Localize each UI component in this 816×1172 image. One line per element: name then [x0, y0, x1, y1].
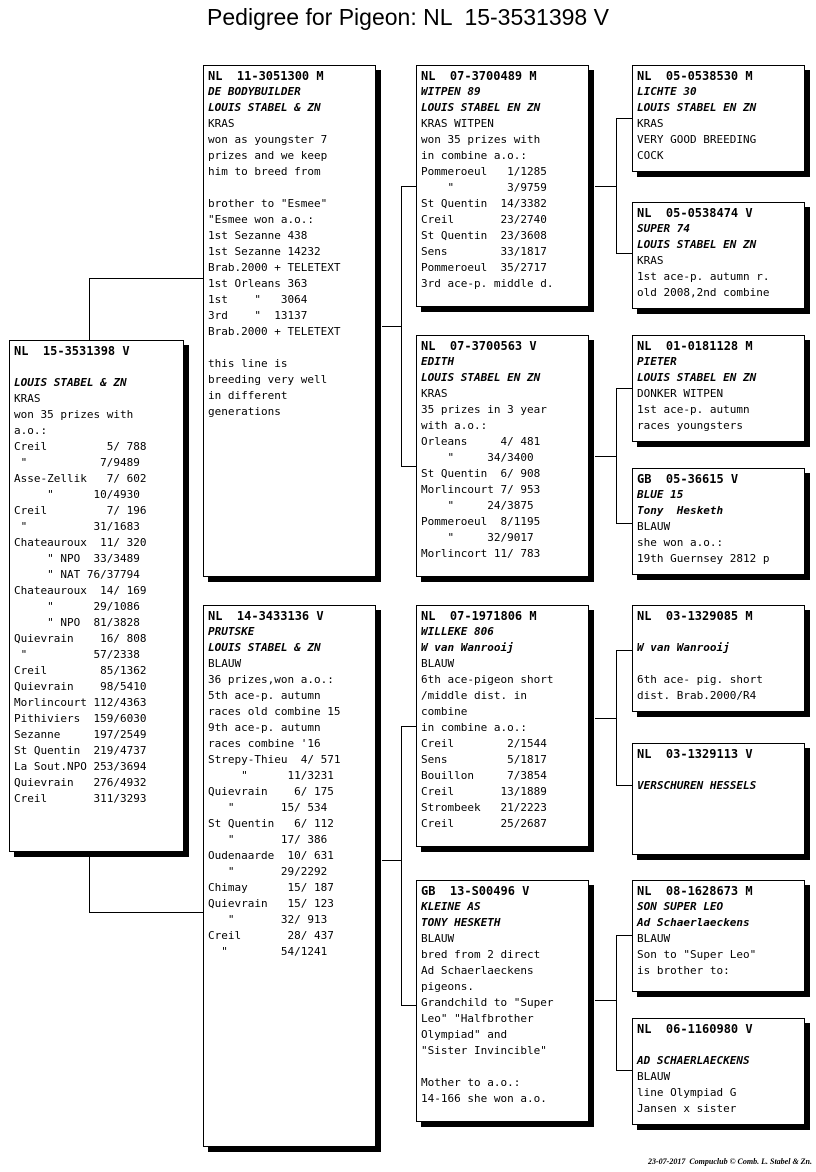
info-line: " 32/9017 [421, 531, 534, 544]
info-line: BLAUW [637, 520, 671, 533]
info-line: Morlincourt 7/ 953 [421, 483, 541, 496]
info-line: 1st " 3064 [208, 293, 308, 306]
info-line: Morlincourt 112/4363 [14, 696, 147, 709]
info-line: 6th ace-pigeon short [421, 673, 554, 686]
name-line: LOUIS STABEL & ZN [14, 376, 127, 389]
ring-number: NL 15-3531398 V [14, 344, 130, 358]
info-line: " 54/1241 [208, 945, 328, 958]
info-line: BLAUW [421, 932, 455, 945]
connector-line [616, 118, 617, 254]
info-line: Sens 5/1817 [421, 753, 547, 766]
connector-line [616, 388, 617, 524]
pedigree-card-sire-dam [416, 335, 589, 577]
info-line: 1st Sezanne 14232 [208, 245, 321, 258]
info-line: " NPO 81/3828 [14, 616, 140, 629]
info-line: combine [421, 705, 468, 718]
connector-line [89, 278, 90, 340]
info-line [637, 762, 800, 778]
connector-line [401, 726, 417, 727]
info-line [208, 340, 371, 356]
pedigree-card-sire [203, 65, 376, 577]
info-line: Creil 25/2687 [421, 817, 547, 830]
info-line: Quievrain 98/5410 [14, 680, 147, 693]
info-line: KRAS [14, 392, 41, 405]
name-line: DE BODYBUILDER [208, 85, 301, 98]
info-line: " 7/9489 [14, 456, 140, 469]
pedigree-card-dam-dam-sire [632, 880, 805, 992]
info-line: St Quentin 14/3382 [421, 197, 547, 210]
info-line: with a.o.: [421, 419, 488, 432]
info-line: 5th ace-p. autumn [208, 689, 321, 702]
pedigree-card-dam-sire-sire [632, 605, 805, 712]
name-line: EDITH [421, 355, 455, 368]
page-title: Pedigree for Pigeon: NL 15-3531398 V [207, 4, 609, 30]
pedigree-card-dam-sire [416, 605, 589, 847]
info-line: COCK [637, 149, 664, 162]
ring-number: NL 14-3433136 V [208, 609, 324, 623]
ring-number: NL 06-1160980 V [637, 1022, 753, 1036]
info-line: Ad Schaerlaeckens [421, 964, 534, 977]
connector-line [595, 456, 617, 457]
info-line: Creil 28/ 437 [208, 929, 334, 942]
info-line: won as youngster 7 [208, 133, 328, 146]
info-line: line Olympiad G [637, 1086, 737, 1099]
info-line: St Quentin 6/ 908 [421, 467, 541, 480]
info-line [637, 624, 800, 640]
info-line: Brab.2000 + TELETEXT [208, 261, 341, 274]
name-line: TONY HESKETH [421, 916, 501, 929]
info-line: KRAS [637, 117, 664, 130]
connector-line [89, 852, 90, 913]
info-line: she won a.o.: [637, 536, 724, 549]
info-line: Grandchild to "Super [421, 996, 554, 1009]
pedigree-card-sire-sire-dam [632, 202, 805, 309]
info-line: Quievrain 276/4932 [14, 776, 147, 789]
info-line [637, 656, 800, 672]
connector-line [616, 935, 632, 936]
name-line: LOUIS STABEL & ZN [208, 101, 321, 114]
info-line: KRAS [208, 117, 235, 130]
info-line: " 15/ 534 [208, 801, 328, 814]
info-line: Pommeroeul 1/1285 [421, 165, 547, 178]
pedigree-card-sire-sire-sire [632, 65, 805, 172]
info-line: BLAUW [637, 1070, 671, 1083]
info-line: Son to "Super Leo" [637, 948, 757, 961]
info-line: races old combine 15 [208, 705, 341, 718]
name-line: SUPER 74 [637, 222, 690, 235]
info-line: 1st Sezanne 438 [208, 229, 308, 242]
info-line: " 11/3231 [208, 769, 334, 782]
info-line: Creil 7/ 196 [14, 504, 147, 517]
info-line [637, 1037, 800, 1053]
info-line: 1st Orleans 363 [208, 277, 308, 290]
connector-line [616, 1070, 632, 1071]
info-line: " 32/ 913 [208, 913, 328, 926]
connector-line [401, 466, 417, 467]
info-line: BLAUW [421, 657, 455, 670]
info-line: Sens 33/1817 [421, 245, 547, 258]
info-line: Oudenaarde 10/ 631 [208, 849, 334, 862]
connector-line [401, 1005, 417, 1006]
name-line: AD SCHAERLAECKENS [637, 1054, 750, 1067]
info-line: BLAUW [208, 657, 242, 670]
info-line: is brother to: [637, 964, 730, 977]
connector-line [595, 186, 617, 187]
info-line: Brab.2000 + TELETEXT [208, 325, 341, 338]
info-line: St Quentin 6/ 112 [208, 817, 334, 830]
connector-line [382, 326, 402, 327]
connector-line [616, 650, 617, 786]
info-line: Leo" "Halfbrother [421, 1012, 534, 1025]
info-line: won 35 prizes with [421, 133, 541, 146]
info-line: Quievrain 6/ 175 [208, 785, 334, 798]
info-line: pigeons. [421, 980, 474, 993]
info-line: "Sister Invincible" [421, 1044, 547, 1057]
info-line: Mother to a.o.: [421, 1076, 521, 1089]
info-line: Creil 23/2740 [421, 213, 547, 226]
name-line: LOUIS STABEL EN ZN [421, 101, 541, 114]
info-line: KRAS [637, 254, 664, 267]
info-line: Strepy-Thieu 4/ 571 [208, 753, 341, 766]
info-line: races combine '16 [208, 737, 321, 750]
info-line: breeding very well [208, 373, 328, 386]
name-line: LOUIS STABEL EN ZN [637, 101, 757, 114]
name-line: LICHTE 30 [637, 85, 697, 98]
connector-line [89, 278, 204, 279]
info-line: " 17/ 386 [208, 833, 328, 846]
name-line: VERSCHUREN HESSELS [637, 779, 757, 792]
ring-number: GB 13-S00496 V [421, 884, 530, 898]
connector-line [382, 860, 402, 861]
info-line: Chateauroux 14/ 169 [14, 584, 147, 597]
info-line: 6th ace- pig. short [637, 673, 763, 686]
connector-line [616, 388, 632, 389]
info-line: Orleans 4/ 481 [421, 435, 541, 448]
pedigree-card-dam-dam [416, 880, 589, 1122]
info-line: "Esmee won a.o.: [208, 213, 314, 226]
info-line: in combine a.o.: [421, 721, 527, 734]
ring-number: NL 01-0181128 M [637, 339, 753, 353]
name-line: KLEINE AS [421, 900, 481, 913]
info-line: " 24/3875 [421, 499, 534, 512]
ring-number: NL 08-1628673 M [637, 884, 753, 898]
info-line: La Sout.NPO 253/3694 [14, 760, 147, 773]
info-line: 35 prizes in 3 year [421, 403, 547, 416]
info-line: Creil 5/ 788 [14, 440, 147, 453]
info-line: Jansen x sister [637, 1102, 737, 1115]
info-line: " 3/9759 [421, 181, 547, 194]
info-line: old 2008,2nd combine [637, 286, 770, 299]
info-line: 9th ace-p. autumn [208, 721, 321, 734]
info-line: prizes and we keep [208, 149, 328, 162]
name-line: PIETER [637, 355, 677, 368]
connector-line [89, 912, 204, 913]
info-line: Creil 2/1544 [421, 737, 547, 750]
info-line: Chimay 15/ 187 [208, 881, 334, 894]
pedigree-card-subject [9, 340, 184, 852]
info-line: this line is [208, 357, 288, 370]
name-line: WILLEKE 806 [421, 625, 494, 638]
info-line: Strombeek 21/2223 [421, 801, 547, 814]
info-line: generations [208, 405, 281, 418]
info-line: " NPO 33/3489 [14, 552, 140, 565]
info-line: 1st ace-p. autumn r. [637, 270, 770, 283]
ring-number: NL 07-1971806 M [421, 609, 537, 623]
ring-number: NL 07-3700489 M [421, 69, 537, 83]
info-line: Pithiviers 159/6030 [14, 712, 147, 725]
info-line: Sezanne 197/2549 [14, 728, 147, 741]
info-line: St Quentin 23/3608 [421, 229, 547, 242]
info-line: Morlincort 11/ 783 [421, 547, 541, 560]
info-line: " 31/1683 [14, 520, 140, 533]
info-line: bred from 2 direct [421, 948, 541, 961]
pedigree-card-sire-sire [416, 65, 589, 307]
name-line: W van Wanrooij [421, 641, 514, 654]
connector-line [616, 650, 632, 651]
name-line: LOUIS STABEL & ZN [208, 641, 321, 654]
info-line: Quievrain 15/ 123 [208, 897, 334, 910]
info-line [14, 359, 179, 375]
pedigree-card-dam [203, 605, 376, 1147]
info-line: Asse-Zellik 7/ 602 [14, 472, 147, 485]
info-line: KRAS WITPEN [421, 117, 494, 130]
ring-number: NL 05-0538530 M [637, 69, 753, 83]
pedigree-card-sire-dam-sire [632, 335, 805, 442]
info-line: Pommeroeul 8/1195 [421, 515, 541, 528]
info-line: in different [208, 389, 288, 402]
connector-line [595, 1000, 617, 1001]
info-line: Olympiad" and [421, 1028, 508, 1041]
info-line: St Quentin 219/4737 [14, 744, 147, 757]
info-line: brother to "Esmee" [208, 197, 328, 210]
connector-line [616, 523, 632, 524]
ring-number: NL 03-1329113 V [637, 747, 753, 761]
connector-line [401, 186, 402, 467]
info-line: Creil 311/3293 [14, 792, 147, 805]
footer-credit: 23-07-2017 Compuclub © Comb. L. Stabel & Zn. [648, 1157, 812, 1166]
info-line: " 29/2292 [208, 865, 328, 878]
connector-line [595, 718, 617, 719]
info-line: BLAUW [637, 932, 671, 945]
info-line: 3rd " 13137 [208, 309, 308, 322]
info-line: won 35 prizes with [14, 408, 134, 421]
name-line: LOUIS STABEL EN ZN [637, 371, 757, 384]
info-line: DONKER WITPEN [637, 387, 724, 400]
name-line: LOUIS STABEL EN ZN [637, 238, 757, 251]
info-line: Pommeroeul 35/2717 [421, 261, 547, 274]
info-line: " 10/4930 [14, 488, 140, 501]
connector-line [401, 186, 417, 187]
info-line: dist. Brab.2000/R4 [637, 689, 757, 702]
info-line: 1st ace-p. autumn [637, 403, 750, 416]
info-line: " 29/1086 [14, 600, 140, 613]
info-line: 19th Guernsey 2812 p [637, 552, 770, 565]
ring-number: NL 03-1329085 M [637, 609, 753, 623]
info-line [421, 1059, 584, 1075]
info-line: " 34/3400 [421, 451, 534, 464]
info-line: Chateauroux 11/ 320 [14, 536, 147, 549]
ring-number: NL 11-3051300 M [208, 69, 324, 83]
connector-line [616, 785, 632, 786]
pedigree-card-dam-dam-dam [632, 1018, 805, 1125]
info-line: Creil 85/1362 [14, 664, 147, 677]
name-line: Tony Hesketh [637, 504, 724, 517]
info-line: Creil 13/1889 [421, 785, 547, 798]
info-line [208, 180, 371, 196]
info-line: a.o.: [14, 424, 48, 437]
info-line: Bouillon 7/3854 [421, 769, 547, 782]
name-line: Ad Schaerlaeckens [637, 916, 750, 929]
name-line: SON SUPER LEO [637, 900, 724, 913]
pedigree-card-sire-dam-dam [632, 468, 805, 575]
name-line: W van Wanrooij [637, 641, 730, 654]
connector-line [616, 935, 617, 1071]
connector-line [616, 253, 632, 254]
info-line: " 57/2338 [14, 648, 140, 661]
name-line: LOUIS STABEL EN ZN [421, 371, 541, 384]
info-line: him to breed from [208, 165, 321, 178]
ring-number: GB 05-36615 V [637, 472, 739, 486]
info-line: 3rd ace-p. middle d. [421, 277, 554, 290]
ring-number: NL 07-3700563 V [421, 339, 537, 353]
connector-line [401, 726, 402, 1006]
info-line: " NAT 76/37794 [14, 568, 140, 581]
info-line: 14-166 she won a.o. [421, 1092, 547, 1105]
pedigree-card-dam-sire-dam [632, 743, 805, 855]
name-line: BLUE 15 [637, 488, 684, 501]
ring-number: NL 05-0538474 V [637, 206, 753, 220]
name-line: WITPEN 89 [421, 85, 481, 98]
info-line: races youngsters [637, 419, 743, 432]
connector-line [616, 118, 632, 119]
info-line: VERY GOOD BREEDING [637, 133, 757, 146]
info-line: 36 prizes,won a.o.: [208, 673, 334, 686]
info-line: KRAS [421, 387, 448, 400]
info-line: /middle dist. in [421, 689, 527, 702]
info-line: Quievrain 16/ 808 [14, 632, 147, 645]
info-line: in combine a.o.: [421, 149, 527, 162]
name-line: PRUTSKE [208, 625, 255, 638]
